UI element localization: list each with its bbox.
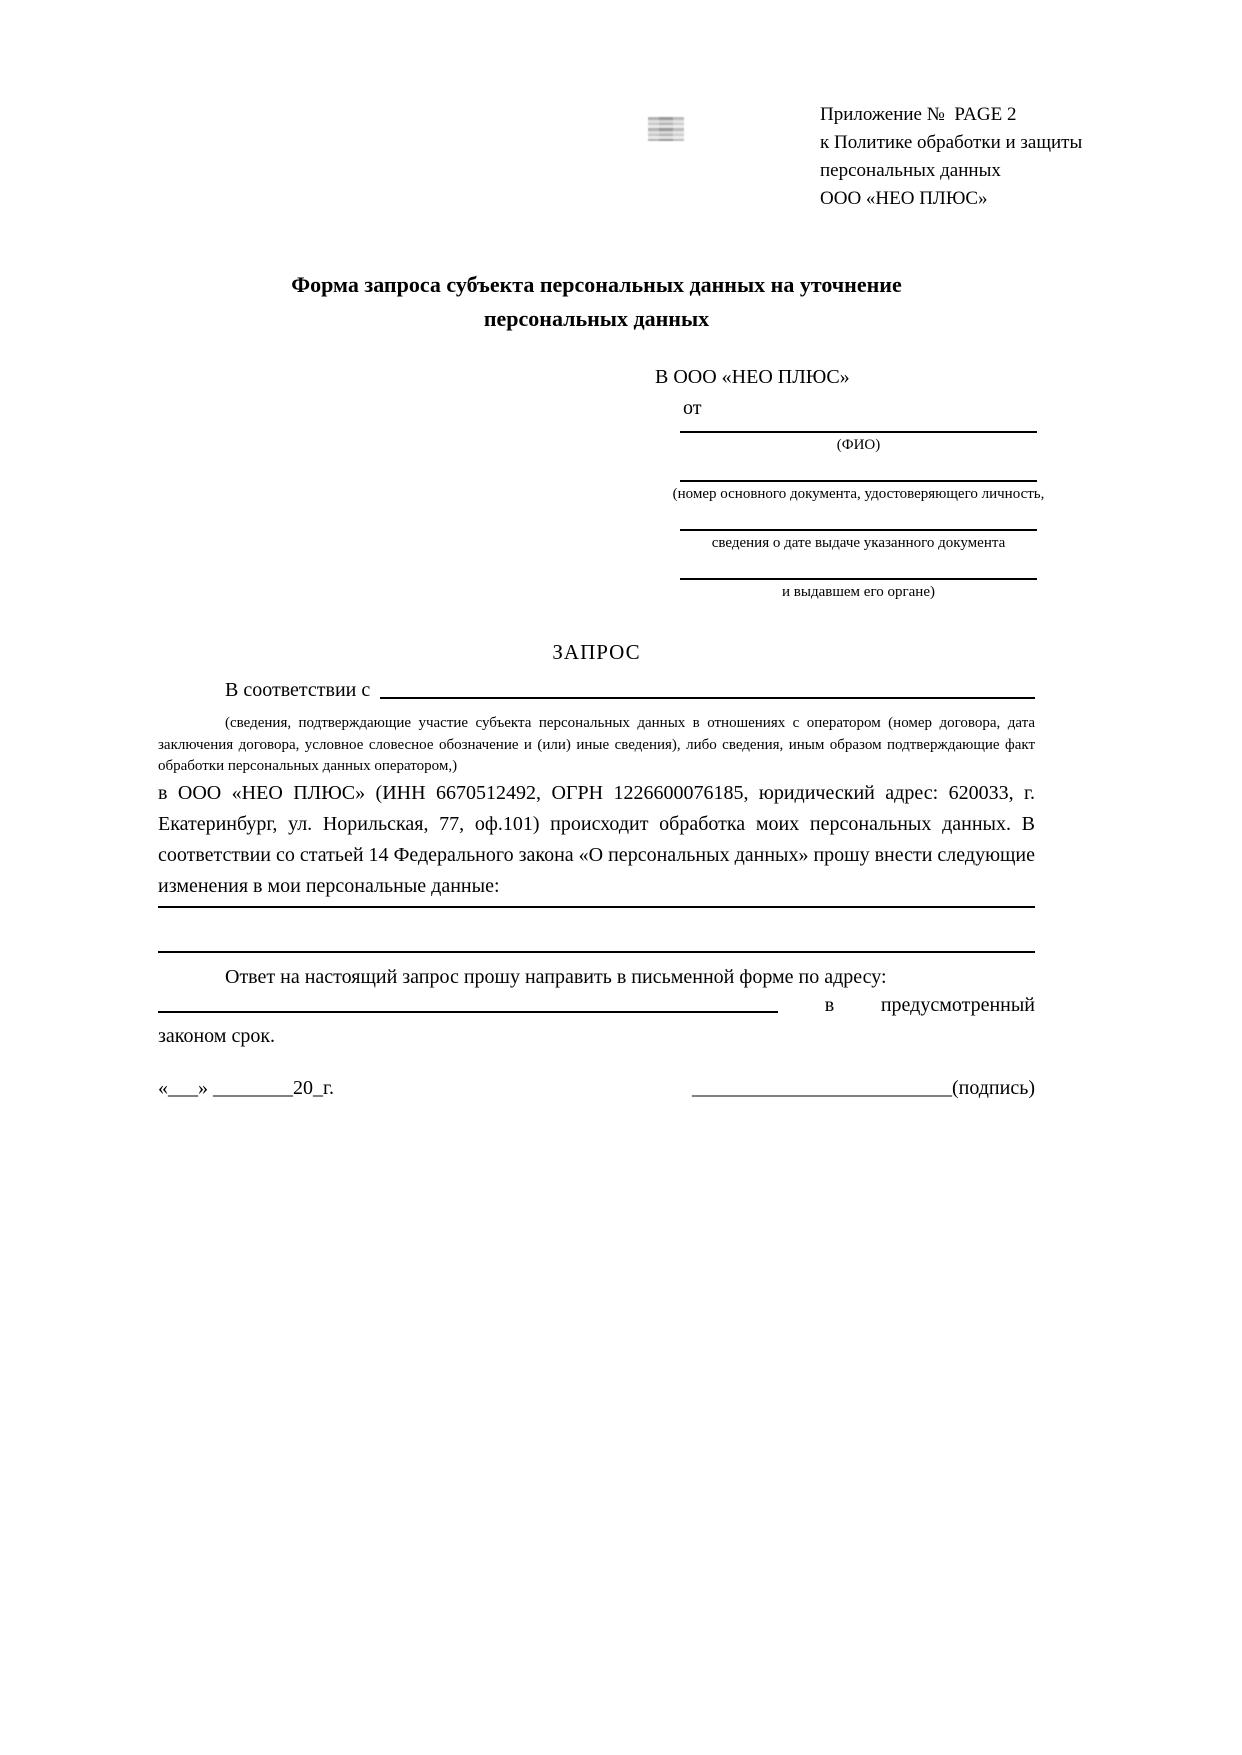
date-blank: «___» ________20_г. <box>158 1077 334 1099</box>
intro-line <box>158 679 1035 702</box>
company-name: ООО «НЕО ПЛЮС» <box>820 188 988 209</box>
signature-caption: (подпись) <box>951 1077 1035 1099</box>
document-title-line2: персональных данных <box>483 306 710 331</box>
reply-address-row <box>158 994 1035 1017</box>
reply-word-v: в <box>824 994 835 1016</box>
document-number-caption: (номер основного документа, удостоверяющего личность, <box>672 486 1045 502</box>
document-title-line1: Форма запроса субъекта персональных данных на уточнение <box>291 272 902 297</box>
date-signature-row <box>158 1077 1035 1100</box>
document-title <box>158 268 1035 336</box>
signature-area <box>692 1077 1035 1100</box>
document-number-blank-field <box>672 480 1045 503</box>
recipient-to: В ООО «НЕО ПЛЮС» <box>655 366 850 388</box>
recipient-fields <box>672 431 1045 627</box>
request-body-paragraph: в ООО «НЕО ПЛЮС» (ИНН 6670512492, ОГРН 1226600076185, юридический адрес: 620033, г. Екатеринбург, ул. Норильская, 77, оф.101) происходит обработка моих персональных данных. В соответствии со статьей 14 Федерального закона «О персональных данных» прошу внести следующие изменения в мои персональные данные: <box>158 782 1035 897</box>
policy-reference-line1: к Политике обработки и защиты <box>820 132 1083 153</box>
issuing-authority-caption: и выдавшем его органе) <box>782 584 935 600</box>
recipient-from-label: от <box>683 397 702 419</box>
reply-sentence: Ответ на настоящий запрос прошу направить в письменной форме по адресу: <box>225 966 887 988</box>
footnote-text: (сведения, подтверждающие участие субъекта персональных данных в отношениях с оператором (номер договора, дата заключения договора, условное словесное обозначение и (или) иные сведения), либо сведения, иным образом подтверждающие факт обработки персональных данных оператором,) <box>158 715 1035 774</box>
issuing-authority-blank-field <box>680 578 1037 601</box>
appendix-number: Приложение № PAGE 2 <box>820 104 1017 125</box>
reply-закон-line: законом срок. <box>158 1025 276 1047</box>
address-blank-line <box>158 1010 778 1013</box>
issue-date-caption: сведения о дате выдаче указанного документа <box>711 535 1006 551</box>
issue-date-blank-field <box>680 529 1037 552</box>
reply-word-predusmotrenny: предусмотренный <box>880 994 1035 1016</box>
appendix-header <box>820 101 1082 213</box>
changes-blank-line-1 <box>158 906 1035 908</box>
request-heading: ЗАПРОС <box>552 640 641 664</box>
fio-blank-field <box>680 431 1037 454</box>
changes-blank-line-2 <box>158 951 1035 953</box>
embedded-thumbnail-icon <box>648 117 684 141</box>
policy-reference-line2: персональных данных <box>820 160 1001 181</box>
signature-line: __________________________ <box>691 1077 952 1099</box>
intro-prefix: В соответствии с <box>225 679 371 701</box>
intro-blank-line <box>380 696 1035 699</box>
fio-caption: (ФИО) <box>836 437 881 453</box>
